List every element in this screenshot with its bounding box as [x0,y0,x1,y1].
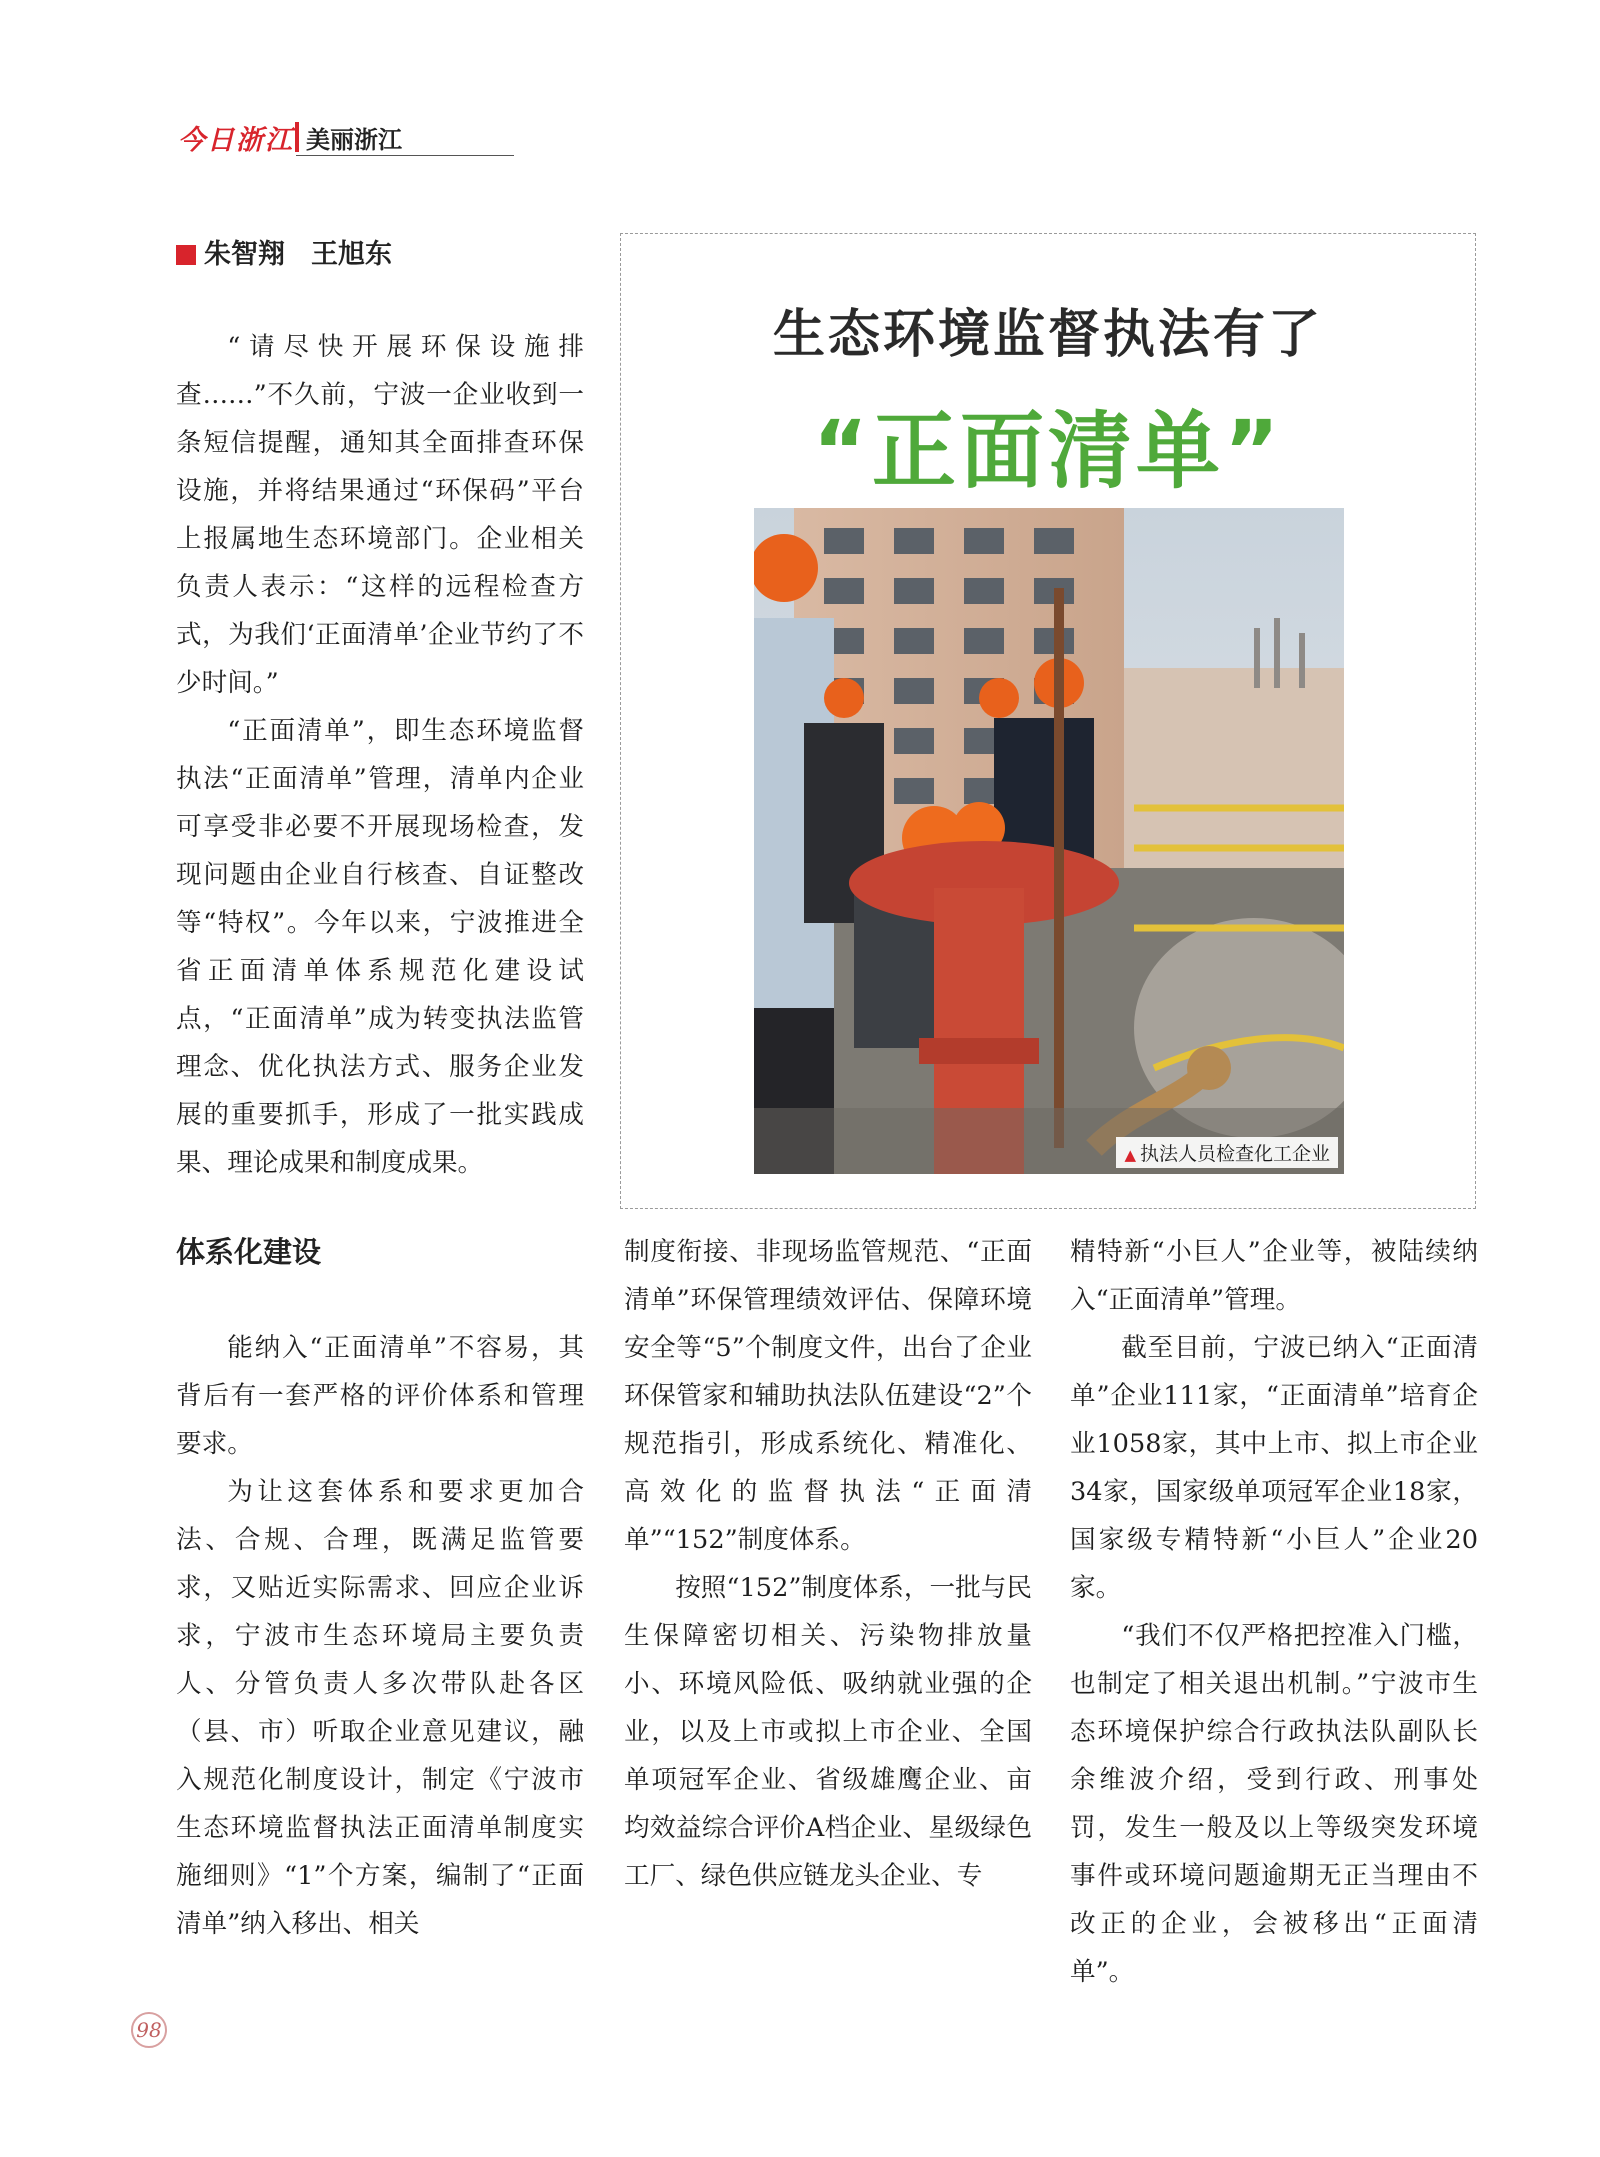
byline [176,232,392,271]
subheading: 体系化建设 [176,1235,322,1269]
paragraph: 截至目前，宁波已纳入“正面清单”企业111家，“正面清单”培育企业1058家，其中上市、拟上市企业34家，国家级单项冠军企业18家，国家级专精特新“小巨人”企业20家。 [1070,1333,1478,1603]
paragraph: “请尽快开展环保设施排查……”不久前，宁波一企业收到一条短信提醒，通知其全面排查环保设施，并将结果通过“环保码”平台上报属地生态环境部门。企业相关负责人表示：“这样的远程检查方式，为我们‘正面清单’企业节约了不少时间。” [176,332,584,698]
author-1: 朱智翔 [204,239,285,270]
headline-line-1: 生态环境监督执法有了 [772,305,1323,365]
magazine-logo: 今日浙江 [178,125,294,156]
page-number: 98 [131,2012,167,2048]
paragraph: “正面清单”，即生态环境监督执法“正面清单”管理，清单内企业可享受非必要不开展现场检查，发现问题由企业自行核查、自证整改等“特权”。今年以来，宁波推进全省正面清单体系规范化建设试点，“正面清单”成为转变执法监管理念、优化执法方式、服务企业发展的重要抓手，形成了一批实践成果、理论成果和制度成果。 [176,716,584,1178]
inspection-photo [754,508,1344,1174]
column-1-top [176,323,584,1187]
feature-box [620,233,1476,1209]
masthead-divider [295,122,299,152]
headline-line-2: “正面清单” [812,402,1284,500]
masthead [178,118,514,156]
byline-marker [176,245,196,265]
masthead-rule [296,155,514,156]
paragraph: 能纳入“正面清单”不容易，其背后有一套严格的评价体系和管理要求。 [176,1333,584,1459]
caption-triangle-icon: ▲ [1124,1146,1136,1164]
paragraph: 精特新“小巨人”企业等，被陆续纳入“正面清单”管理。 [1070,1237,1478,1315]
paragraph: 为让这套体系和要求更加合法、合规、合理，既满足监管要求，又贴近实际需求、回应企业诉求，宁波市生态环境局主要负责人、分管负责人多次带队赴各区（县、市）听取企业意见建议，融入规范化制度设计，制定《宁波市生态环境监督执法正面清单制度实施细则》“1”个方案，编制了“正面清单”纳入移出、相关 [176,1477,584,1939]
paragraph: 按照“152”制度体系，一批与民生保障密切相关、污染物排放量小、环境风险低、吸纳就业强的企业，以及上市或拟上市企业、全国单项冠军企业、省级雄鹰企业、亩均效益综合评价A档企业、星级绿色工厂、绿色供应链龙头企业、专 [624,1573,1032,1891]
author-2: 王旭东 [311,239,392,270]
photo-caption [1116,1137,1338,1168]
photo-illustration [754,508,1344,1174]
section-name: 美丽浙江 [306,126,402,154]
column-3 [1070,1228,1478,1996]
column-2 [624,1228,1032,1900]
paragraph: “我们不仅严格把控准入门槛，也制定了相关退出机制。”宁波市生态环境保护综合行政执法队副队长余维波介绍，受到行政、刑事处罚，发生一般及以上等级突发环境事件或环境问题逾期无正当理由不改正的企业，会被移出“正面清单”。 [1070,1621,1478,1987]
column-1-bottom [176,1228,584,1948]
paragraph: 制度衔接、非现场监管规范、“正面清单”环保管理绩效评估、保障环境安全等“5”个制度文件，出台了企业环保管家和辅助执法队伍建设“2”个规范指引，形成系统化、精准化、高效化的监督执法“正面清单”“152”制度体系。 [624,1237,1032,1555]
photo-caption-text: 执法人员检查化工企业 [1139,1143,1330,1165]
